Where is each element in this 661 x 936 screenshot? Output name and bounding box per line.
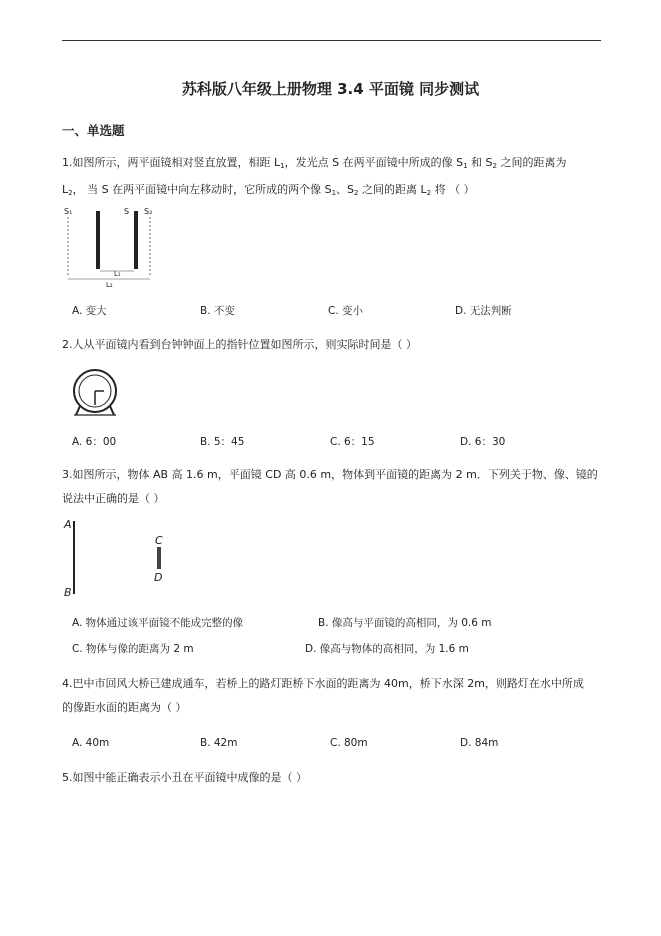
question-2: 2.人从平面镜内看到台钟钟面上的指针位置如图所示，则实际时间是（ ）: [62, 338, 417, 351]
question-3: [62, 463, 607, 511]
q4-option-a[interactable]: A. 40m: [72, 737, 110, 749]
question-5: 5.如图中能正确表示小丑在平面镜中成像的是（ ）: [62, 771, 307, 784]
clock-foot-right: [110, 406, 114, 415]
object-mirror-figure: [62, 517, 172, 599]
mirror-left: [96, 211, 100, 269]
question-3-line-2: 说法中正确的是（ ）: [62, 492, 165, 505]
fig-label-s: S: [124, 207, 130, 216]
fig-label-s2: S₂: [144, 207, 153, 216]
question-1: [62, 151, 602, 205]
fig-label-s1: S₁: [64, 207, 73, 216]
q4-option-d[interactable]: D. 84m: [460, 737, 499, 749]
q1-option-b[interactable]: B. 不变: [200, 305, 235, 317]
mirror-right: [134, 211, 138, 269]
header-rule: [62, 40, 601, 41]
fig-label-c: C: [155, 534, 163, 547]
q2-option-d[interactable]: D. 6：30: [460, 436, 506, 448]
question-1-line-2: $L_2$， 当 S 在两平面镜中向左移动时，它所成的两个像 $S_1$、$S_2$ 之间的距离 $L_2$ 将 （ ）: [62, 183, 475, 197]
question-1-line-1: 1.如图所示，两平面镜相对竖直放置，相距 $L_1$，发光点 S 在两平面镜中所成的像 $S_1$ 和 $S_2$ 之间的距离为: [62, 156, 567, 170]
question-4-line-2: 的像距水面的距离为（ ）: [62, 701, 187, 714]
page-title: 苏科版八年级上册物理 3.4 平面镜 同步测试: [181, 80, 480, 98]
clock-foot-left: [76, 406, 80, 415]
q4-option-b[interactable]: B. 42m: [200, 737, 238, 749]
q3-option-b[interactable]: B. 像高与平面镜的高相同，为 0.6 m: [318, 617, 492, 629]
q1-option-d[interactable]: D. 无法判断: [455, 305, 512, 317]
q2-option-b[interactable]: B. 5：45: [200, 436, 245, 448]
fig-label-b: B: [64, 586, 72, 599]
q1-option-c[interactable]: C. 变小: [328, 305, 364, 317]
fig-label-l2: L₂: [106, 281, 113, 289]
fig-label-l1: L₁: [114, 270, 121, 278]
fig-label-d: D: [154, 571, 163, 584]
fig-label-a: A: [64, 518, 72, 531]
clock-figure: [72, 368, 118, 416]
q2-option-c[interactable]: C. 6：15: [330, 436, 375, 448]
q3-option-c[interactable]: C. 物体与像的距离为 2 m: [72, 643, 194, 655]
q4-option-c[interactable]: C. 80m: [330, 737, 368, 749]
mirror-cd: [157, 547, 161, 569]
q3-option-d[interactable]: D. 像高与物体的高相同，为 1.6 m: [305, 643, 469, 655]
q2-option-a[interactable]: A. 6：00: [72, 436, 117, 448]
two-mirrors-figure: [62, 205, 162, 287]
section-heading: 一、单选题: [62, 123, 125, 138]
q1-option-a[interactable]: A. 变大: [72, 305, 107, 317]
question-4-line-1: 4.巴中市回风大桥已建成通车，若桥上的路灯距桥下水面的距离为 40m，桥下水深 2m，则路灯在水中所成: [62, 677, 584, 690]
question-3-line-1: 3.如图所示，物体 AB 高 1.6 m，平面镜 CD 高 0.6 m，物体到平面镜的距离为 2 m．下列关于物、像、镜的: [62, 468, 598, 481]
q3-option-a[interactable]: A. 物体通过该平面镜不能成完整的像: [72, 617, 244, 629]
question-4: [62, 672, 607, 720]
